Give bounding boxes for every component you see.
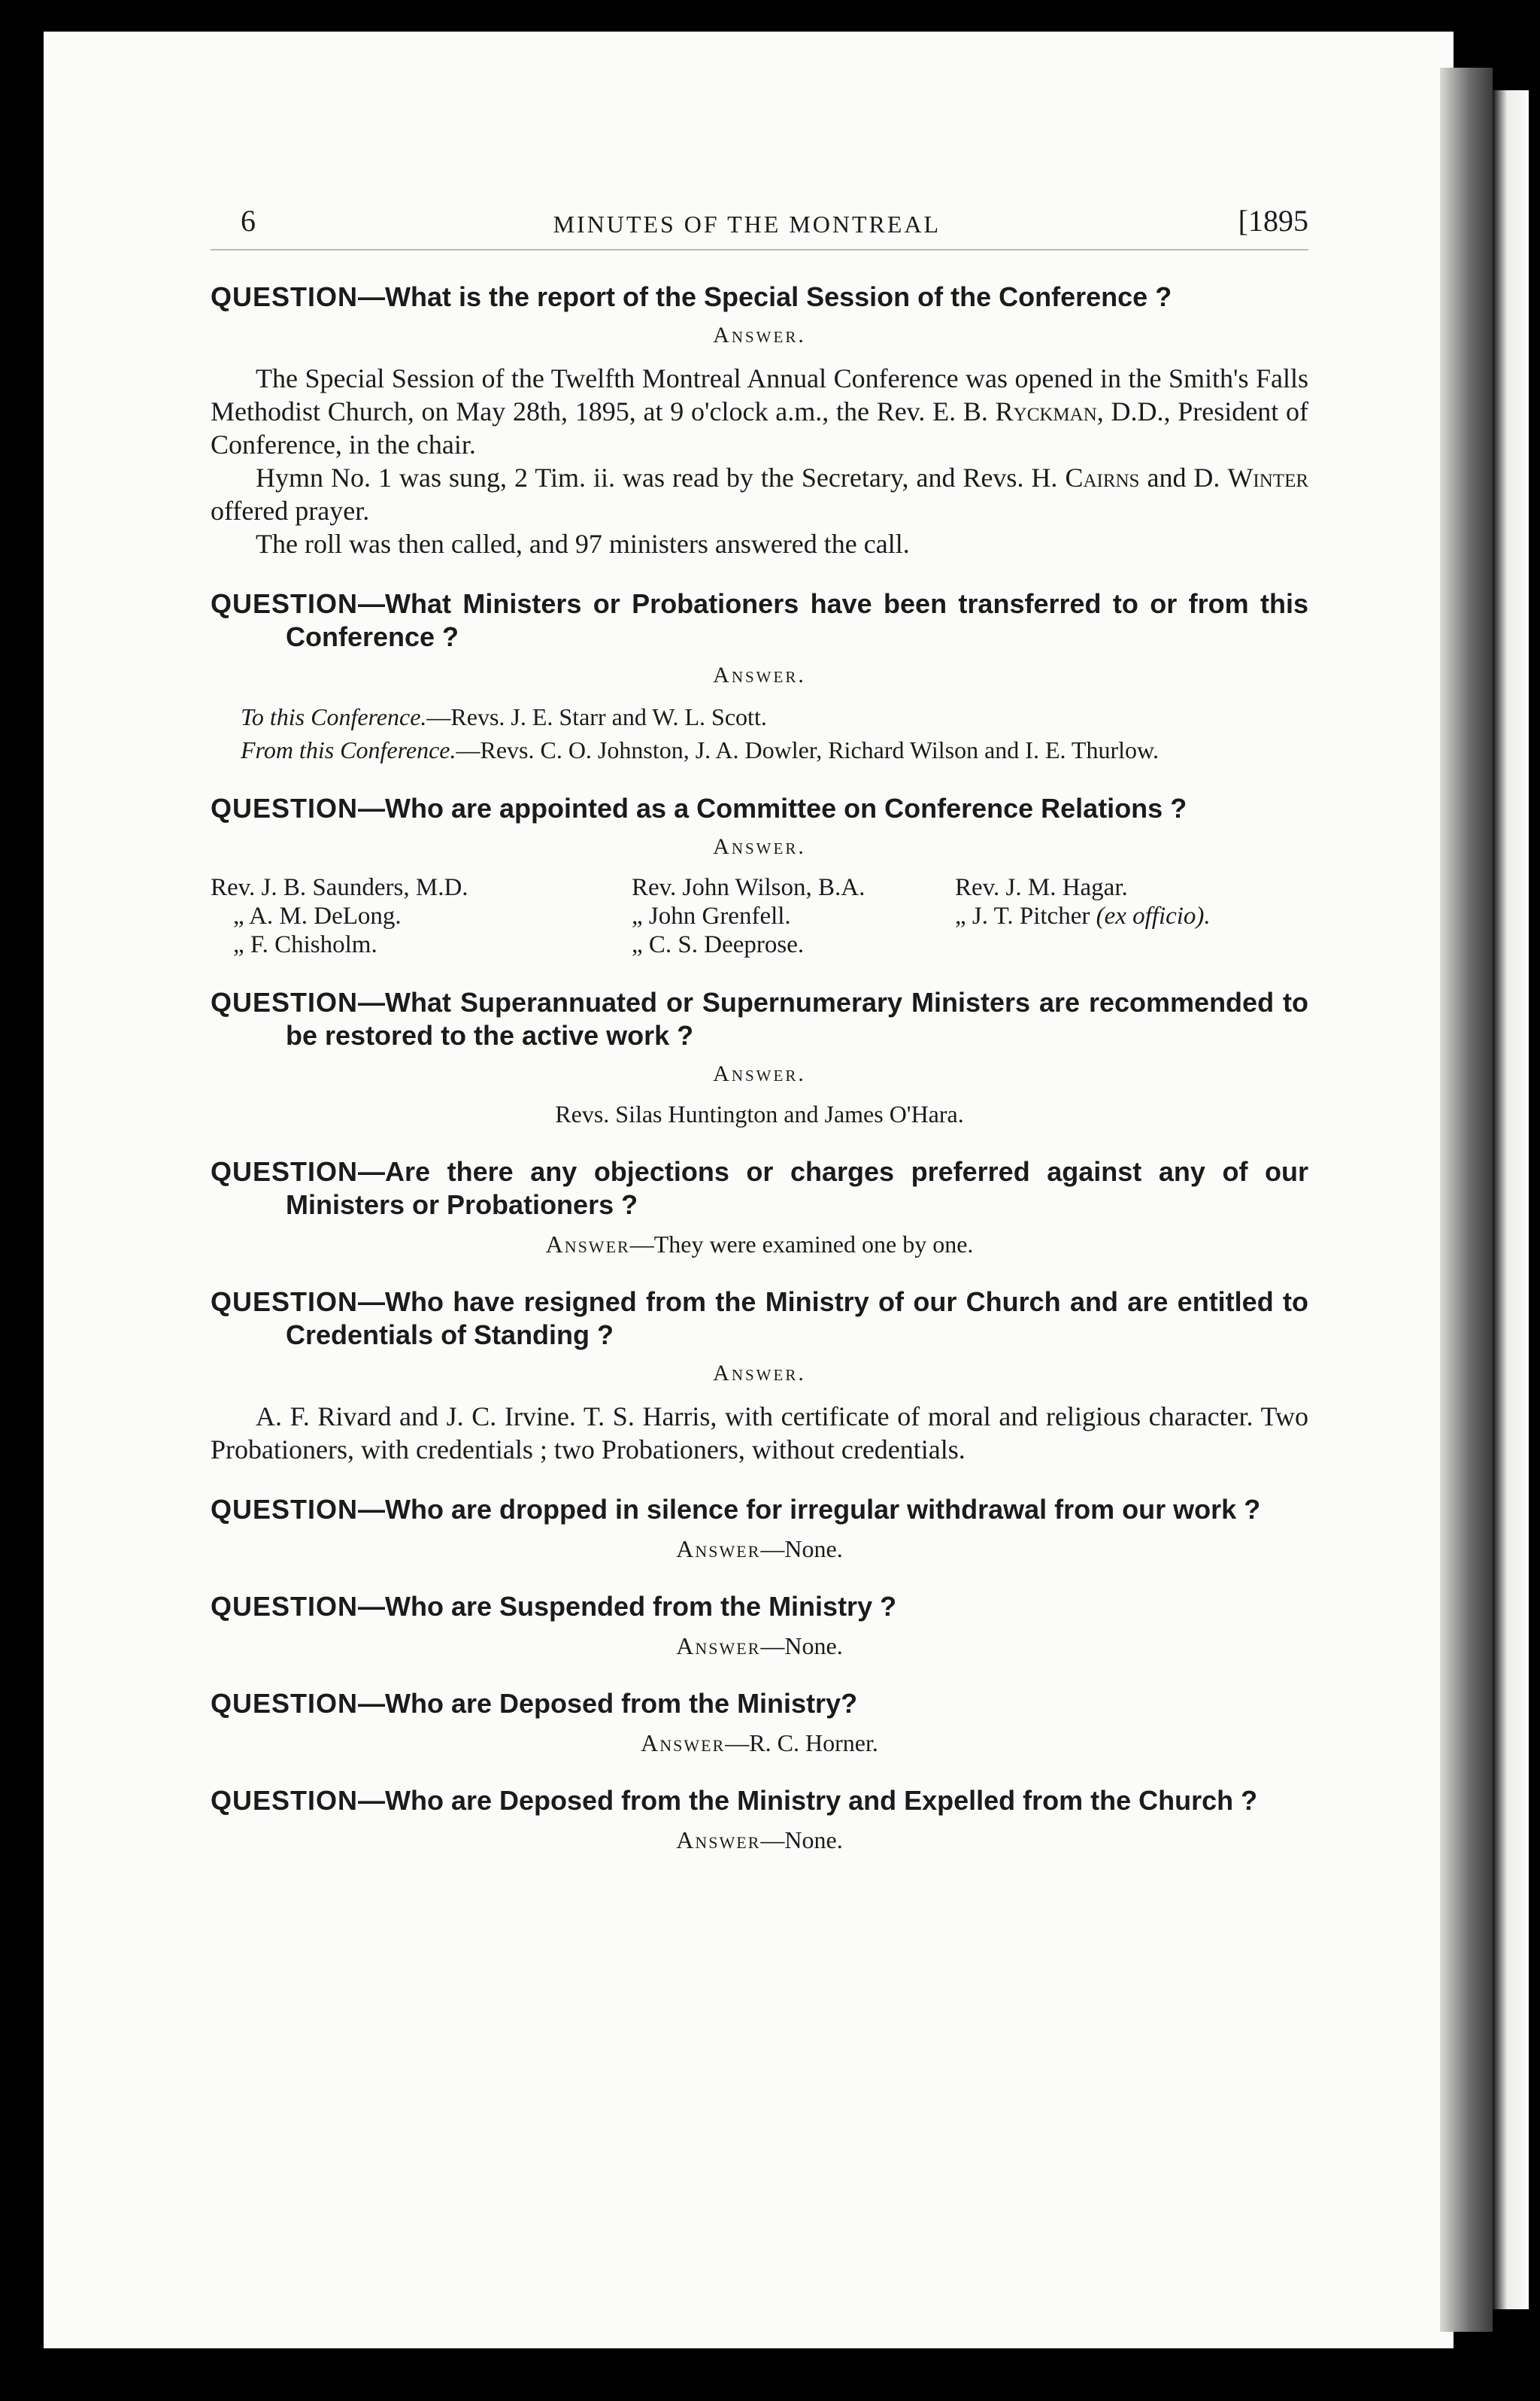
- question-label: QUESTION: [211, 987, 359, 1018]
- committee-member-empty: [955, 930, 1308, 959]
- transfer-to: [211, 702, 1308, 732]
- paragraph-text: Hymn No. 1 was sung, 2 Tim. ii. was read by the Secretary, and Revs. H.: [256, 463, 1066, 493]
- committee-member: Rev. J. B. Saunders, M.D.: [211, 874, 468, 901]
- transfer-from-text: —Revs. C. O. Johnston, J. A. Dowler, Richard Wilson and I. E. Thurlow.: [456, 736, 1160, 763]
- answer-text: —None.: [760, 1535, 843, 1562]
- question-label: QUESTION: [211, 1591, 359, 1622]
- question-text: —Who are dropped in silence for irregular withdrawal from our work ?: [358, 1494, 1261, 1525]
- answer-text: A. F. Rivard and J. C. Irvine. T. S. Harris, with certificate of moral and religious character. Two Probationers, with credentials ; two Probationers, without credentials.: [211, 1401, 1308, 1465]
- answer-heading: Answer.: [713, 323, 806, 348]
- question-resigned: [211, 1285, 1308, 1352]
- name-cairns: Cairns: [1065, 463, 1140, 493]
- question-label: QUESTION: [211, 281, 359, 312]
- question-label: QUESTION: [211, 588, 359, 619]
- transfer-to-text: —Revs. J. E. Starr and W. L. Scott.: [426, 703, 767, 730]
- answer-label: Answer: [676, 1632, 761, 1659]
- question-objections: [211, 1155, 1308, 1222]
- committee-member: Rev. John Wilson, B.A.: [632, 874, 865, 901]
- question-text: —What Superannuated or Supernumerary Ministers are recommended to be restored to the active work ?: [286, 987, 1308, 1051]
- transfer-from-label: From this Conference.: [241, 736, 456, 763]
- paragraph-text: offered prayer.: [211, 496, 370, 526]
- question-superannuated: [211, 986, 1308, 1052]
- running-header: [211, 203, 1308, 250]
- question-special-session: [211, 281, 1308, 314]
- answer-line: [211, 1231, 1308, 1258]
- name-ryckman: Ryckman: [995, 396, 1097, 426]
- committee-member: „ John Grenfell.: [632, 903, 791, 930]
- question-text: —Are there any objections or charges preferred against any of our Ministers or Probationers ?: [286, 1156, 1308, 1220]
- paragraph-text: , D.D., President of Conference, in the chair.: [211, 396, 1309, 460]
- committee-member: Rev. J. M. Hagar.: [955, 874, 1128, 901]
- name-winter: Winter: [1227, 463, 1309, 493]
- question-expelled: [211, 1784, 1308, 1817]
- question-suspended: [211, 1590, 1308, 1623]
- answer-text: —R. C. Horner.: [725, 1729, 878, 1756]
- next-page-edge: [1493, 90, 1529, 2309]
- transfer-from: [211, 735, 1308, 765]
- answer-heading: Answer.: [713, 834, 806, 859]
- paragraph-roll-call: The roll was then called, and 97 ministers answered the call.: [256, 529, 910, 559]
- question-deposed: [211, 1687, 1308, 1720]
- committee-member: „ A. M. DeLong.: [233, 903, 402, 930]
- question-dropped: [211, 1493, 1308, 1526]
- question-text: —Who are Deposed from the Ministry and Expelled from the Church ?: [358, 1785, 1258, 1816]
- answer-text: —They were examined one by one.: [629, 1231, 974, 1258]
- question-label: QUESTION: [211, 1494, 359, 1525]
- answer-label: Answer: [545, 1231, 630, 1258]
- answer-label: Answer: [676, 1826, 761, 1853]
- committee-list: [211, 873, 1308, 959]
- paragraph-text: The Special Session of the Twelfth Montreal Annual Conference was opened in the Smith's Falls Methodist Church, on May 28th, 1895, at 9 o'clock a.m., the Rev. E. B.: [211, 363, 1308, 426]
- answer-label: Answer: [641, 1729, 726, 1756]
- answer-heading: Answer.: [713, 1361, 806, 1386]
- question-label: QUESTION: [211, 1156, 359, 1187]
- question-committee: [211, 792, 1308, 825]
- question-label: QUESTION: [211, 1688, 359, 1719]
- question-label: QUESTION: [211, 1785, 359, 1816]
- committee-member: „ C. S. Deeprose.: [632, 931, 805, 958]
- paragraph-hymn: [211, 461, 1308, 527]
- committee-member: [955, 902, 1308, 930]
- question-text: —Who are Deposed from the Ministry?: [358, 1688, 858, 1719]
- question-transfers: [211, 587, 1308, 654]
- question-label: QUESTION: [211, 1286, 359, 1317]
- answer-heading: Answer.: [713, 1061, 806, 1086]
- answer-text: —None.: [760, 1826, 843, 1853]
- page-number: 6: [241, 204, 256, 238]
- answer-text: Revs. Silas Huntington and James O'Hara.: [555, 1100, 964, 1128]
- paragraph-session-opened: [211, 362, 1308, 461]
- committee-member: „ F. Chisholm.: [233, 931, 377, 958]
- answer-line: [211, 1826, 1308, 1854]
- question-text: —Who have resigned from the Ministry of our Church and are entitled to Credentials of Standing ?: [286, 1286, 1308, 1350]
- ex-officio-note: (ex officio).: [1096, 903, 1211, 930]
- answer-text: —None.: [760, 1632, 843, 1659]
- committee-member-name: „ J. T. Pitcher: [955, 903, 1090, 930]
- answer-label: Answer: [676, 1535, 761, 1562]
- question-label: QUESTION: [211, 793, 359, 824]
- answer-heading: Answer.: [713, 663, 806, 688]
- question-text: —Who are Suspended from the Ministry ?: [358, 1591, 897, 1622]
- paragraph-text: and D.: [1139, 463, 1228, 493]
- answer-line: [211, 1632, 1308, 1660]
- answer-line: [211, 1729, 1308, 1757]
- answer-line: [211, 1535, 1308, 1563]
- question-text: —What Ministers or Probationers have been transferred to or from this Conference ?: [286, 588, 1308, 652]
- page-content: [211, 203, 1308, 1869]
- running-title: MINUTES OF THE MONTREAL: [553, 211, 941, 238]
- transfer-to-label: To this Conference.: [241, 703, 427, 730]
- header-year: [1895: [1238, 204, 1308, 238]
- question-text: —What is the report of the Special Session of the Conference ?: [358, 281, 1172, 312]
- question-text: —Who are appointed as a Committee on Conference Relations ?: [358, 793, 1187, 824]
- page-edge-shadow: [1440, 68, 1493, 2332]
